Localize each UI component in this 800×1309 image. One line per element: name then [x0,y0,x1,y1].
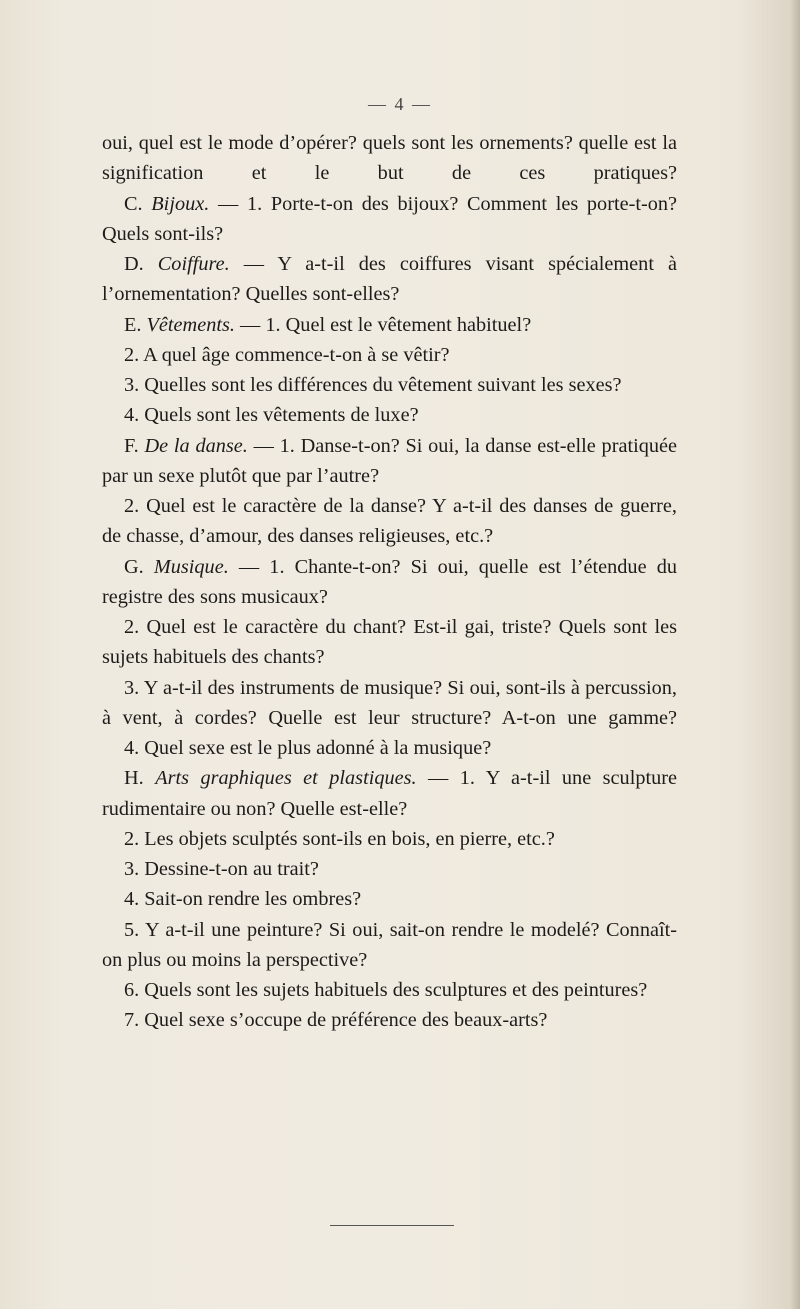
paragraph-p18 [102,915,677,976]
text-run: 3. Y a-t-il des instruments de musique? Si oui, sont-ils à percussion, à vent, à cordes? Quelle est leur structure? A-t-on une gamme? [102,676,677,729]
text-run: C. [124,192,152,215]
text-run: 5. Y a-t-il une peinture? Si oui, sait-on rendre le modelé? Connaît-on plus ou moins la perspective? [102,918,677,971]
text-run: H. [124,767,156,790]
text-run: 3. Quelles sont les différences du vêtement suivant les sexes? [124,374,622,396]
paragraph-p07 [102,400,677,430]
paragraph-p03 [102,249,677,310]
text-run: oui, quel est le mode d’opérer? quels sont les ornements? quelle est la signification et le but de ces pratiques? [102,132,677,185]
paragraph-p10 [102,552,677,613]
text-run: — 1. Y a-t-il une sculpture rudimentaire ou non? Quelle est-elle? [102,767,678,820]
text-run: 3. Dessine-t-on au trait? [124,858,319,880]
section-heading: Vêtements. [146,313,235,336]
questionnaire-text [102,128,677,1036]
text-run: G. [124,555,154,578]
text-run: — 1. Danse-t-on? Si oui, la danse est-elle pratiquée par un sexe plutôt que par l’autre? [102,434,678,487]
text-run: D. [124,253,158,275]
section-heading: Coiffure. [157,253,230,275]
paragraph-p13 [102,733,677,763]
paragraph-p20 [102,1005,677,1035]
end-rule [330,1225,454,1226]
text-run: — 1. Quel est le vêtement habituel? [234,313,532,336]
paragraph-p14 [102,763,677,824]
text-run: 4. Sait-on rendre les ombres? [124,888,362,911]
paragraph-p09 [102,491,677,552]
paragraph-p19 [102,975,677,1005]
paragraph-p17 [102,884,677,914]
paragraph-p15 [102,824,677,854]
text-run: — 1. Porte-t-on des bijoux? Comment les porte-t-on? Quels sont-ils? [102,192,678,245]
paragraph-p04 [102,310,677,340]
text-run: F. [124,434,145,457]
paragraph-p16 [102,854,677,884]
text-run: 2. Quel est le caractère du chant? Est-il gai, triste? Quels sont les sujets habituels des chants? [102,616,677,669]
paragraph-p05 [102,340,677,370]
section-heading: Musique. [153,555,229,578]
paragraph-p11 [102,612,677,673]
section-heading: De la danse. [144,434,248,457]
text-run: 2. A quel âge commence-t-on à se vêtir? [124,343,450,366]
text-run: 6. Quels sont les sujets habituels des sculptures et des peintures? [124,979,648,1001]
text-run: 4. Quel sexe est le plus adonné à la musique? [124,737,492,759]
paragraph-p08 [102,431,677,492]
text-run: 2. Les objets sculptés sont-ils en bois, en pierre, etc.? [124,827,555,850]
text-run: 7. Quel sexe s’occupe de préférence des beaux-arts? [124,1009,548,1032]
paragraph-p06 [102,370,677,400]
text-run: — Y a-t-il des coiffures visant spécialement à l’ornementation? Quelles sont-elles? [102,253,678,306]
text-run: 2. Quel est le caractère de la danse? Y a-t-il des danses de guerre, de chasse, d’amour, des danses religieuses, etc.? [102,495,677,548]
paragraph-p01 [102,128,677,189]
text-run: E. [124,313,147,336]
section-heading: Arts graphiques et plastiques. [155,767,417,790]
section-heading: Bijoux. [151,192,210,215]
page-edge-shadow [790,0,800,1309]
paragraph-p12 [102,673,677,734]
page-number: — 4 — [368,94,432,114]
text-run: — 1. Chante-t-on? Si oui, quelle est l’étendue du registre des sons musicaux? [102,555,677,608]
text-run: 4. Quels sont les vêtements de luxe? [124,404,419,427]
paragraph-p02 [102,189,677,250]
